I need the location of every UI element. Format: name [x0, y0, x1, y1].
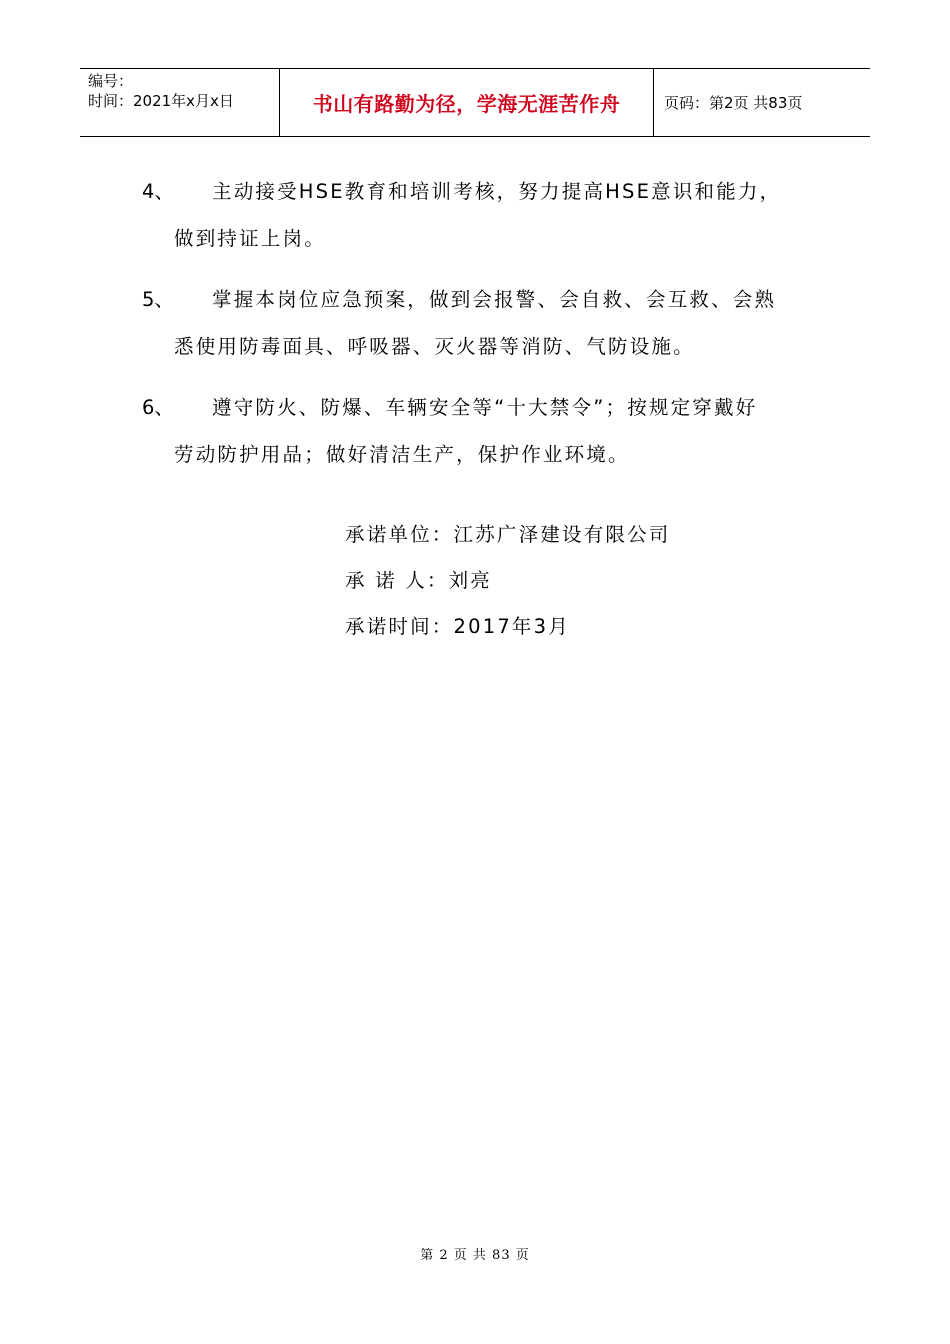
- item-text-line1: 掌握本岗位应急预案，做到会报警、会自救、会互救、会熟: [212, 288, 777, 311]
- promise-block: [345, 512, 671, 650]
- item-number: 5、: [142, 288, 174, 311]
- page-footer: 第 2 页 共 83 页: [420, 1248, 530, 1263]
- promise-person: 承 诺 人：刘亮: [345, 569, 492, 592]
- item-text-line2: 做到持证上岗。: [174, 227, 326, 250]
- promise-time: 承诺时间：2017年3月: [345, 615, 570, 638]
- item-text-line1: 主动接受HSE教育和培训考核，努力提高HSE意识和能力，: [212, 180, 782, 203]
- list-item: [142, 384, 822, 478]
- promise-unit: 承诺单位：江苏广泽建设有限公司: [345, 523, 671, 546]
- header-page-info: 页码：第2页 共83页: [664, 94, 803, 112]
- item-number: 4、: [142, 180, 174, 203]
- list-item: [142, 168, 822, 262]
- item-text-line1: 遵守防火、防爆、车辆安全等“十大禁令”；按规定穿戴好: [212, 396, 758, 419]
- item-text-line2: 劳动防护用品；做好清洁生产，保护作业环境。: [174, 443, 630, 466]
- number-label: 编号：: [88, 72, 134, 90]
- list-item: [142, 276, 822, 370]
- header-motto: 书山有路勤为径，学海无涯苦作舟: [280, 69, 654, 136]
- item-number: 6、: [142, 396, 174, 419]
- document-header: [80, 68, 870, 137]
- item-text-line2: 悉使用防毒面具、呼吸器、灭火器等消防、气防设施。: [174, 335, 695, 358]
- time-label: 时间：2021年x月x日: [88, 92, 234, 110]
- header-meta: [80, 69, 280, 136]
- item-list: [142, 168, 822, 492]
